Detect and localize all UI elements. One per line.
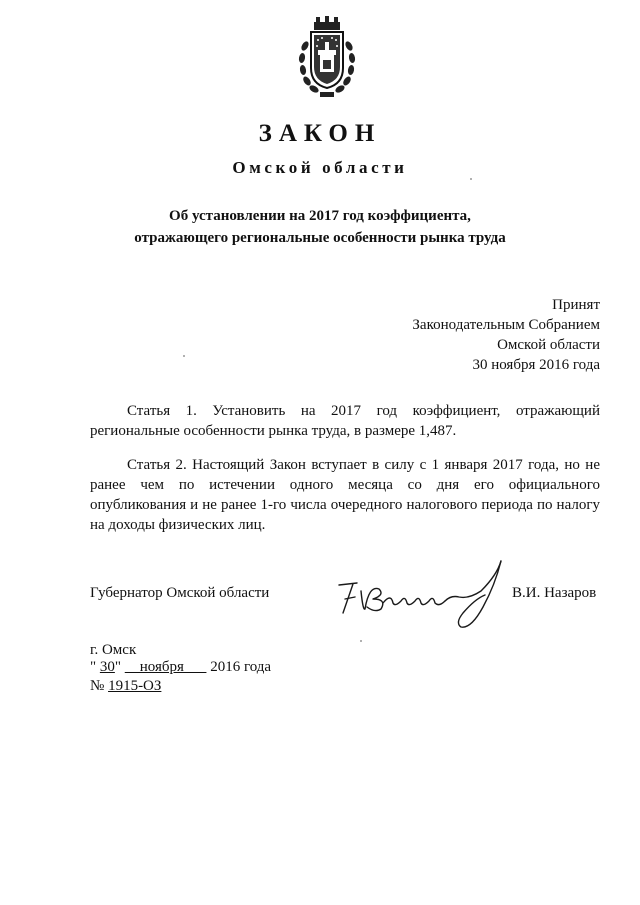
date-month: ноября <box>124 659 207 675</box>
signing-city: г. Омск <box>90 642 137 658</box>
adoption-block <box>412 295 600 375</box>
law-subject-line-2: отражающего региональные особенности рынка труда <box>134 230 506 246</box>
signing-date <box>90 657 271 677</box>
article-1: Статья 1. Установить на 2017 год коэффициент, отражающий региональные особенности рынка труда, в размере 1,487. <box>90 403 600 439</box>
date-day: 30 <box>99 659 115 675</box>
adoption-line-1: Принят <box>552 297 600 313</box>
scan-speck <box>183 355 185 357</box>
coat-of-arms-emblem <box>296 16 358 100</box>
law-number-value: 1915-ОЗ <box>108 678 162 694</box>
date-quote-close: " <box>114 659 125 675</box>
date-year: 2016 года <box>206 659 272 675</box>
law-number <box>90 676 161 696</box>
scan-speck <box>360 640 362 642</box>
article-2: Статья 2. Настоящий Закон вступает в силу с 1 января 2017 года, но не ранее чем по истечении одного месяца со дня его официального опубликования и не ранее 1-го числа очередного налогового периода по налогу на доходы физических лиц. <box>90 457 600 533</box>
signatory-position: Губернатор Омской области <box>90 585 270 601</box>
law-number-prefix: № <box>90 678 109 694</box>
adoption-line-3: Омской области <box>497 337 600 353</box>
scan-speck <box>470 178 472 180</box>
document-region: Омской области <box>232 158 408 177</box>
date-quote-open: " <box>90 659 100 675</box>
law-subject-line-1: Об установлении на 2017 год коэффициента, <box>169 208 471 224</box>
adoption-line-2: Законодательным Собранием <box>412 317 600 333</box>
law-subject <box>0 205 640 249</box>
signatory-name: В.И. Назаров <box>512 585 597 601</box>
handwritten-signature <box>335 555 505 635</box>
adoption-date: 30 ноября 2016 года <box>472 357 600 373</box>
document-title: ЗАКОН <box>258 120 382 147</box>
